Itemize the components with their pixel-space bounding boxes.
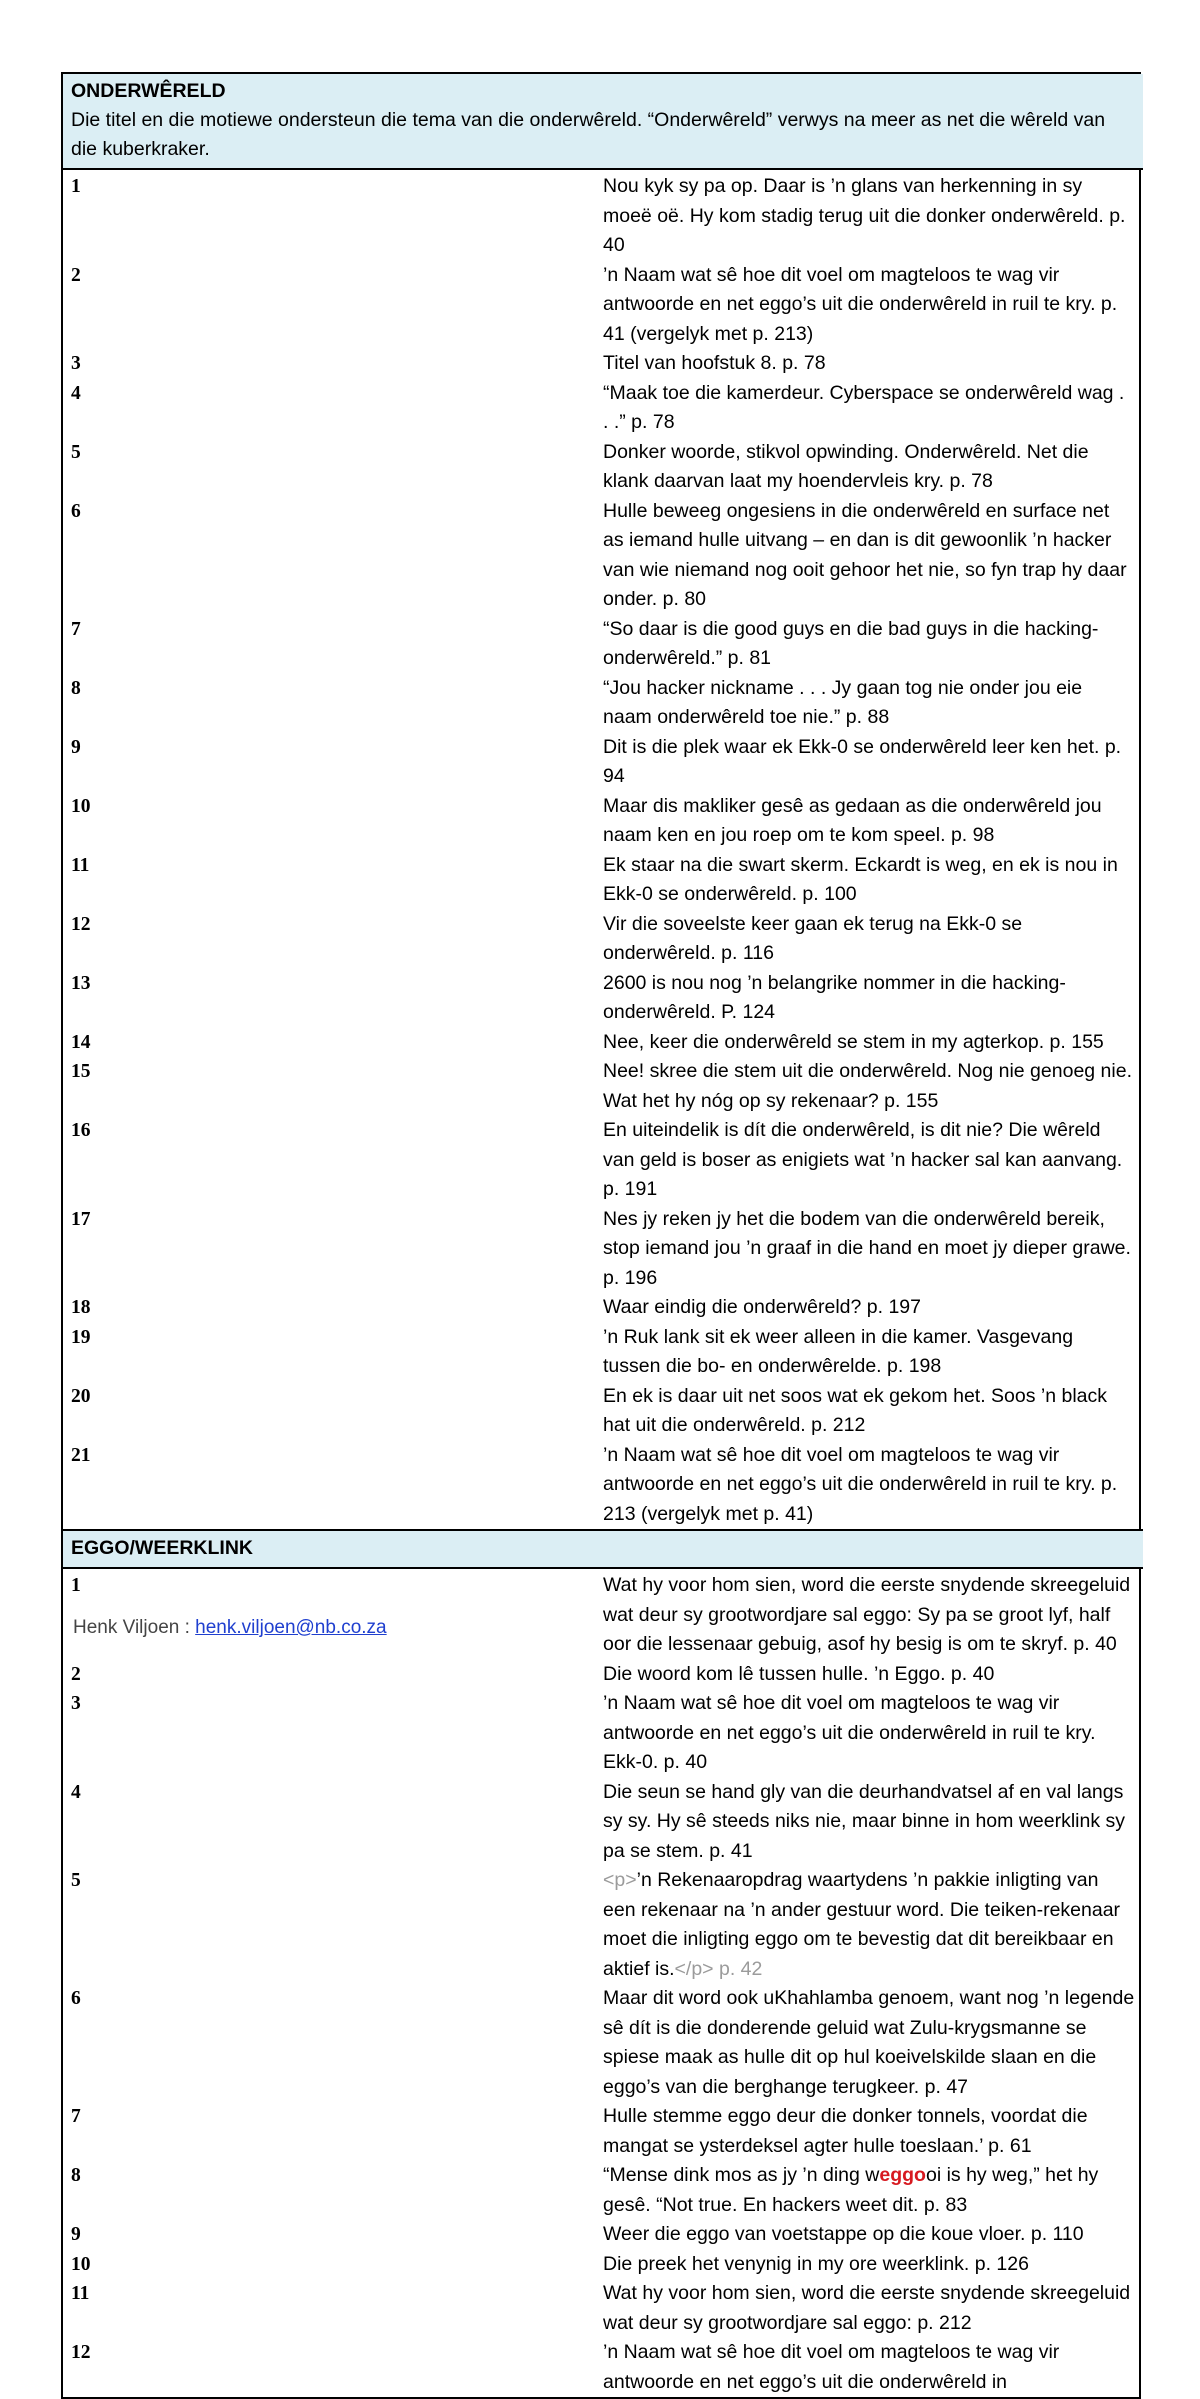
item-text: Wat hy voor hom sien, word die eerste snydende skreegeluid wat deur sy grootwordjare sal eggo: Sy pa se groot lyf, half oor die lessenaar gebuig, asof hy besig is om te skryf. p. 40 <box>603 1574 1131 1655</box>
quote-text: ’n Rekenaaropdrag waartydens ’n pakkie inligting van een rekenaar na ’n ander gestuur word. Die teiken-rekenaar moet die inligting eggo om te bevestig dat dit bereikbaar en aktief is. <box>603 1869 1121 1980</box>
item-text: Weer die eggo van voetstappe op die koue vloer. p. 110 <box>603 2223 1084 2245</box>
item-number: 8 <box>71 677 81 699</box>
item-text: Die seun se hand gly van die deurhandvatsel af en val langs sy sy. Hy sê steeds niks nie, maar binne in hom weerklink sy pa se stem. p. 41 <box>603 1780 1126 1862</box>
item-text: Titel van hoofstuk 8. p. 78 <box>603 352 826 374</box>
list-item <box>63 733 1143 792</box>
item-text: Dit is die plek waar ek Ekk-0 se onderwêreld leer ken het. p. 94 <box>603 735 1122 787</box>
item-text: ’n Naam wat sê hoe dit voel om magteloos te wag vir antwoorde en net eggo’s uit die onderwêreld in ruil te kry. p. 213 (vergelyk met p. 41) <box>603 1443 1118 1525</box>
list-item <box>63 1116 1143 1205</box>
list-item <box>63 169 1143 261</box>
item-text: Maar dis makliker gesê as gedaan as die onderwêreld jou naam ken en jou roep om te kom speel. p. 98 <box>603 794 1102 846</box>
item-text: Ek staar na die swart skerm. Eckardt is weg, en ek is nou in Ekk-0 se onderwêreld. p. 100 <box>603 853 1118 905</box>
html-tag-close: </p> p. 42 <box>674 1957 763 1980</box>
item-text: Wat hy voor hom sien, word die eerste snydende skreegeluid wat deur sy grootwordjare sal eggo: p. 212 <box>603 2282 1131 2334</box>
item-number: 5 <box>71 1870 81 1891</box>
item-text: Die woord kom lê tussen hulle. ’n Eggo. p. 40 <box>603 1662 995 1685</box>
list-item <box>63 1660 1143 1690</box>
list-item <box>63 2250 1143 2280</box>
item-number: 3 <box>71 1693 81 1714</box>
list-item <box>63 792 1143 851</box>
section-header-eggo <box>63 1530 1143 1568</box>
list-item <box>63 497 1143 615</box>
item-text: Waar eindig die onderwêreld? p. 197 <box>603 1296 921 1318</box>
item-number: 18 <box>71 1297 91 1318</box>
list-item <box>63 1441 1143 1531</box>
item-text: Maar dit word ook uKhahlamba genoem, want nog ’n legende sê dít is die donderende geluid wat Zulu-krygsmanne se spiese maak as hulle dit op hul koeivelskilde slaan en die eggo’s van die berghange terugkeer. p. 47 <box>603 1987 1135 2098</box>
item-text: ’n Ruk lank sit ek weer alleen in die kamer. Vasgevang tussen die bo- en onderwêrelde. p. 198 <box>603 1325 1074 1377</box>
list-item <box>63 2220 1143 2250</box>
highlighted-word: eggo <box>879 2164 926 2186</box>
quote-text-start: “Mense dink mos as jy ’n ding w <box>603 2164 880 2186</box>
item-number: 4 <box>71 382 81 404</box>
html-tag-open: <p> <box>603 1869 637 1891</box>
document-page <box>61 72 1141 2399</box>
list-item <box>63 2338 1143 2397</box>
item-number: 19 <box>71 1326 91 1348</box>
item-number: 17 <box>71 1208 91 1230</box>
item-number: 15 <box>71 1061 91 1082</box>
item-text: Hulle stemme eggo deur die donker tonnels, voordat die mangat se ysterdeksel agter hulle toeslaan.’ p. 61 <box>603 2105 1088 2157</box>
item-number: 9 <box>71 736 81 758</box>
list-item <box>63 1293 1143 1323</box>
item-text: “Maak toe die kamerdeur. Cyberspace se onderwêreld wag . . .” p. 78 <box>603 381 1125 433</box>
item-text: “Jou hacker nickname . . . Jy gaan tog nie onder jou eie naam onderwêreld toe nie.” p. 88 <box>603 676 1083 728</box>
list-item <box>63 910 1143 969</box>
item-number: 3 <box>71 353 81 374</box>
item-number: 6 <box>71 500 81 522</box>
item-text: Nee! skree die stem uit die onderwêreld. Nog nie genoeg nie. Wat het hy nóg op sy rekenaar? p. 155 <box>603 1060 1132 1112</box>
item-number: 9 <box>71 2224 81 2245</box>
item-text: Nou kyk sy pa op. Daar is ’n glans van herkenning in sy moeë oë. Hy kom stadig terug uit die donker onderwêreld. p. 40 <box>603 175 1126 256</box>
item-text: Nes jy reken jy het die bodem van die onderwêreld bereik, stop iemand jou ’n graaf in die hand en moet jy dieper grawe. p. 196 <box>603 1207 1131 1289</box>
list-item <box>63 1866 1143 1984</box>
item-number: 11 <box>71 2283 90 2304</box>
item-number: 1 <box>71 176 81 197</box>
list-item <box>63 969 1143 1028</box>
item-number: 11 <box>71 854 90 876</box>
item-text <box>603 1866 1143 1984</box>
list-item <box>63 379 1143 438</box>
item-text: En uiteindelik is dít die onderwêreld, is dit nie? Die wêreld van geld is boser as enigiets wat ’n hacker sal kan aanvang. p. 191 <box>603 1119 1123 1200</box>
item-number: 12 <box>71 2342 91 2363</box>
list-item <box>63 1689 1143 1778</box>
item-number: 7 <box>71 2106 81 2127</box>
list-item <box>63 1568 1143 1660</box>
motif-table <box>61 72 1141 2399</box>
item-text: ’n Naam wat sê hoe dit voel om magteloos te wag vir antwoorde en net eggo’s uit die onderwêreld in <box>603 2341 1060 2393</box>
section-intro: Die titel en die motiewe ondersteun die tema van die onderwêreld. “Onderwêreld” verwys na meer as net die wêreld van die kuberkraker. <box>71 109 1106 160</box>
item-number: 10 <box>71 2253 91 2275</box>
item-text: “So daar is die good guys en die bad guys in die hacking-onderwêreld.” p. 81 <box>603 617 1099 669</box>
item-number: 4 <box>71 1781 81 1803</box>
list-item <box>63 1205 1143 1294</box>
item-text: Donker woorde, stikvol opwinding. Onderwêreld. Net die klank daarvan laat my hoendervleis kry. p. 78 <box>603 440 1089 492</box>
page-footer <box>73 1617 387 1639</box>
footer-author: Henk Viljoen : <box>73 1617 196 1638</box>
item-number: 14 <box>71 1031 91 1053</box>
item-number: 16 <box>71 1120 91 1141</box>
item-number: 10 <box>71 795 91 817</box>
list-item <box>63 615 1143 674</box>
section-title: ONDERWÊRELD <box>71 80 226 102</box>
item-number: 1 <box>71 1575 81 1596</box>
list-item <box>63 1028 1143 1058</box>
item-number: 5 <box>71 441 81 463</box>
item-text <box>603 2161 1143 2220</box>
quote-text-end: oi is hy weg,” het hy gesê. “Not true. En hackers weet dit. p. 83 <box>603 2164 1099 2216</box>
list-item <box>63 1778 1143 1867</box>
item-text: ’n Naam wat sê hoe dit voel om magteloos te wag vir antwoorde en net eggo’s uit die onderwêreld in ruil te kry. p. 41 (vergelyk met p. 213) <box>603 263 1118 345</box>
item-number: 2 <box>71 264 81 286</box>
item-number: 12 <box>71 913 91 935</box>
item-text: ’n Naam wat sê hoe dit voel om magteloos te wag vir antwoorde en net eggo’s uit die onderwêreld in ruil te kry. Ekk-0. p. 40 <box>603 1692 1096 1773</box>
list-item <box>63 438 1143 497</box>
item-text: Die preek het venynig in my ore weerklink. p. 126 <box>603 2252 1029 2275</box>
item-text: En ek is daar uit net soos wat ek gekom het. Soos ’n black hat uit die onderwêreld. p. 212 <box>603 1384 1108 1436</box>
item-text: Vir die soveelste keer gaan ek terug na Ekk-0 se onderwêreld. p. 116 <box>603 912 1023 964</box>
list-item <box>63 1323 1143 1382</box>
item-text: 2600 is nou nog ’n belangrike nommer in die hacking-onderwêreld. P. 124 <box>603 971 1066 1023</box>
list-item <box>63 261 1143 350</box>
item-number: 8 <box>71 2165 81 2186</box>
section-title: EGGO/WEERKLINK <box>71 1537 254 1559</box>
item-number: 7 <box>71 618 81 640</box>
item-text: Nee, keer die onderwêreld se stem in my agterkop. p. 155 <box>603 1030 1104 1053</box>
list-item <box>63 1057 1143 1116</box>
item-number: 6 <box>71 1988 81 2009</box>
list-item <box>63 2279 1143 2338</box>
list-item <box>63 851 1143 910</box>
list-item <box>63 2161 1143 2220</box>
list-item <box>63 349 1143 379</box>
list-item <box>63 674 1143 733</box>
item-number: 21 <box>71 1444 91 1466</box>
item-number: 20 <box>71 1385 91 1407</box>
item-number: 13 <box>71 972 91 994</box>
item-text: Hulle beweeg ongesiens in die onderwêreld en surface net as iemand hulle uitvang – en dan is dit gewoonlik ’n hacker van wie niemand nog ooit gehoor het nie, so fyn trap hy daar onder. p. 80 <box>603 499 1127 610</box>
section-header-onderwereld <box>63 74 1143 169</box>
footer-email-link[interactable]: henk.viljoen@nb.co.za <box>195 1617 387 1638</box>
list-item <box>63 2102 1143 2161</box>
list-item <box>63 1382 1143 1441</box>
list-item <box>63 1984 1143 2102</box>
item-number: 2 <box>71 1663 81 1685</box>
